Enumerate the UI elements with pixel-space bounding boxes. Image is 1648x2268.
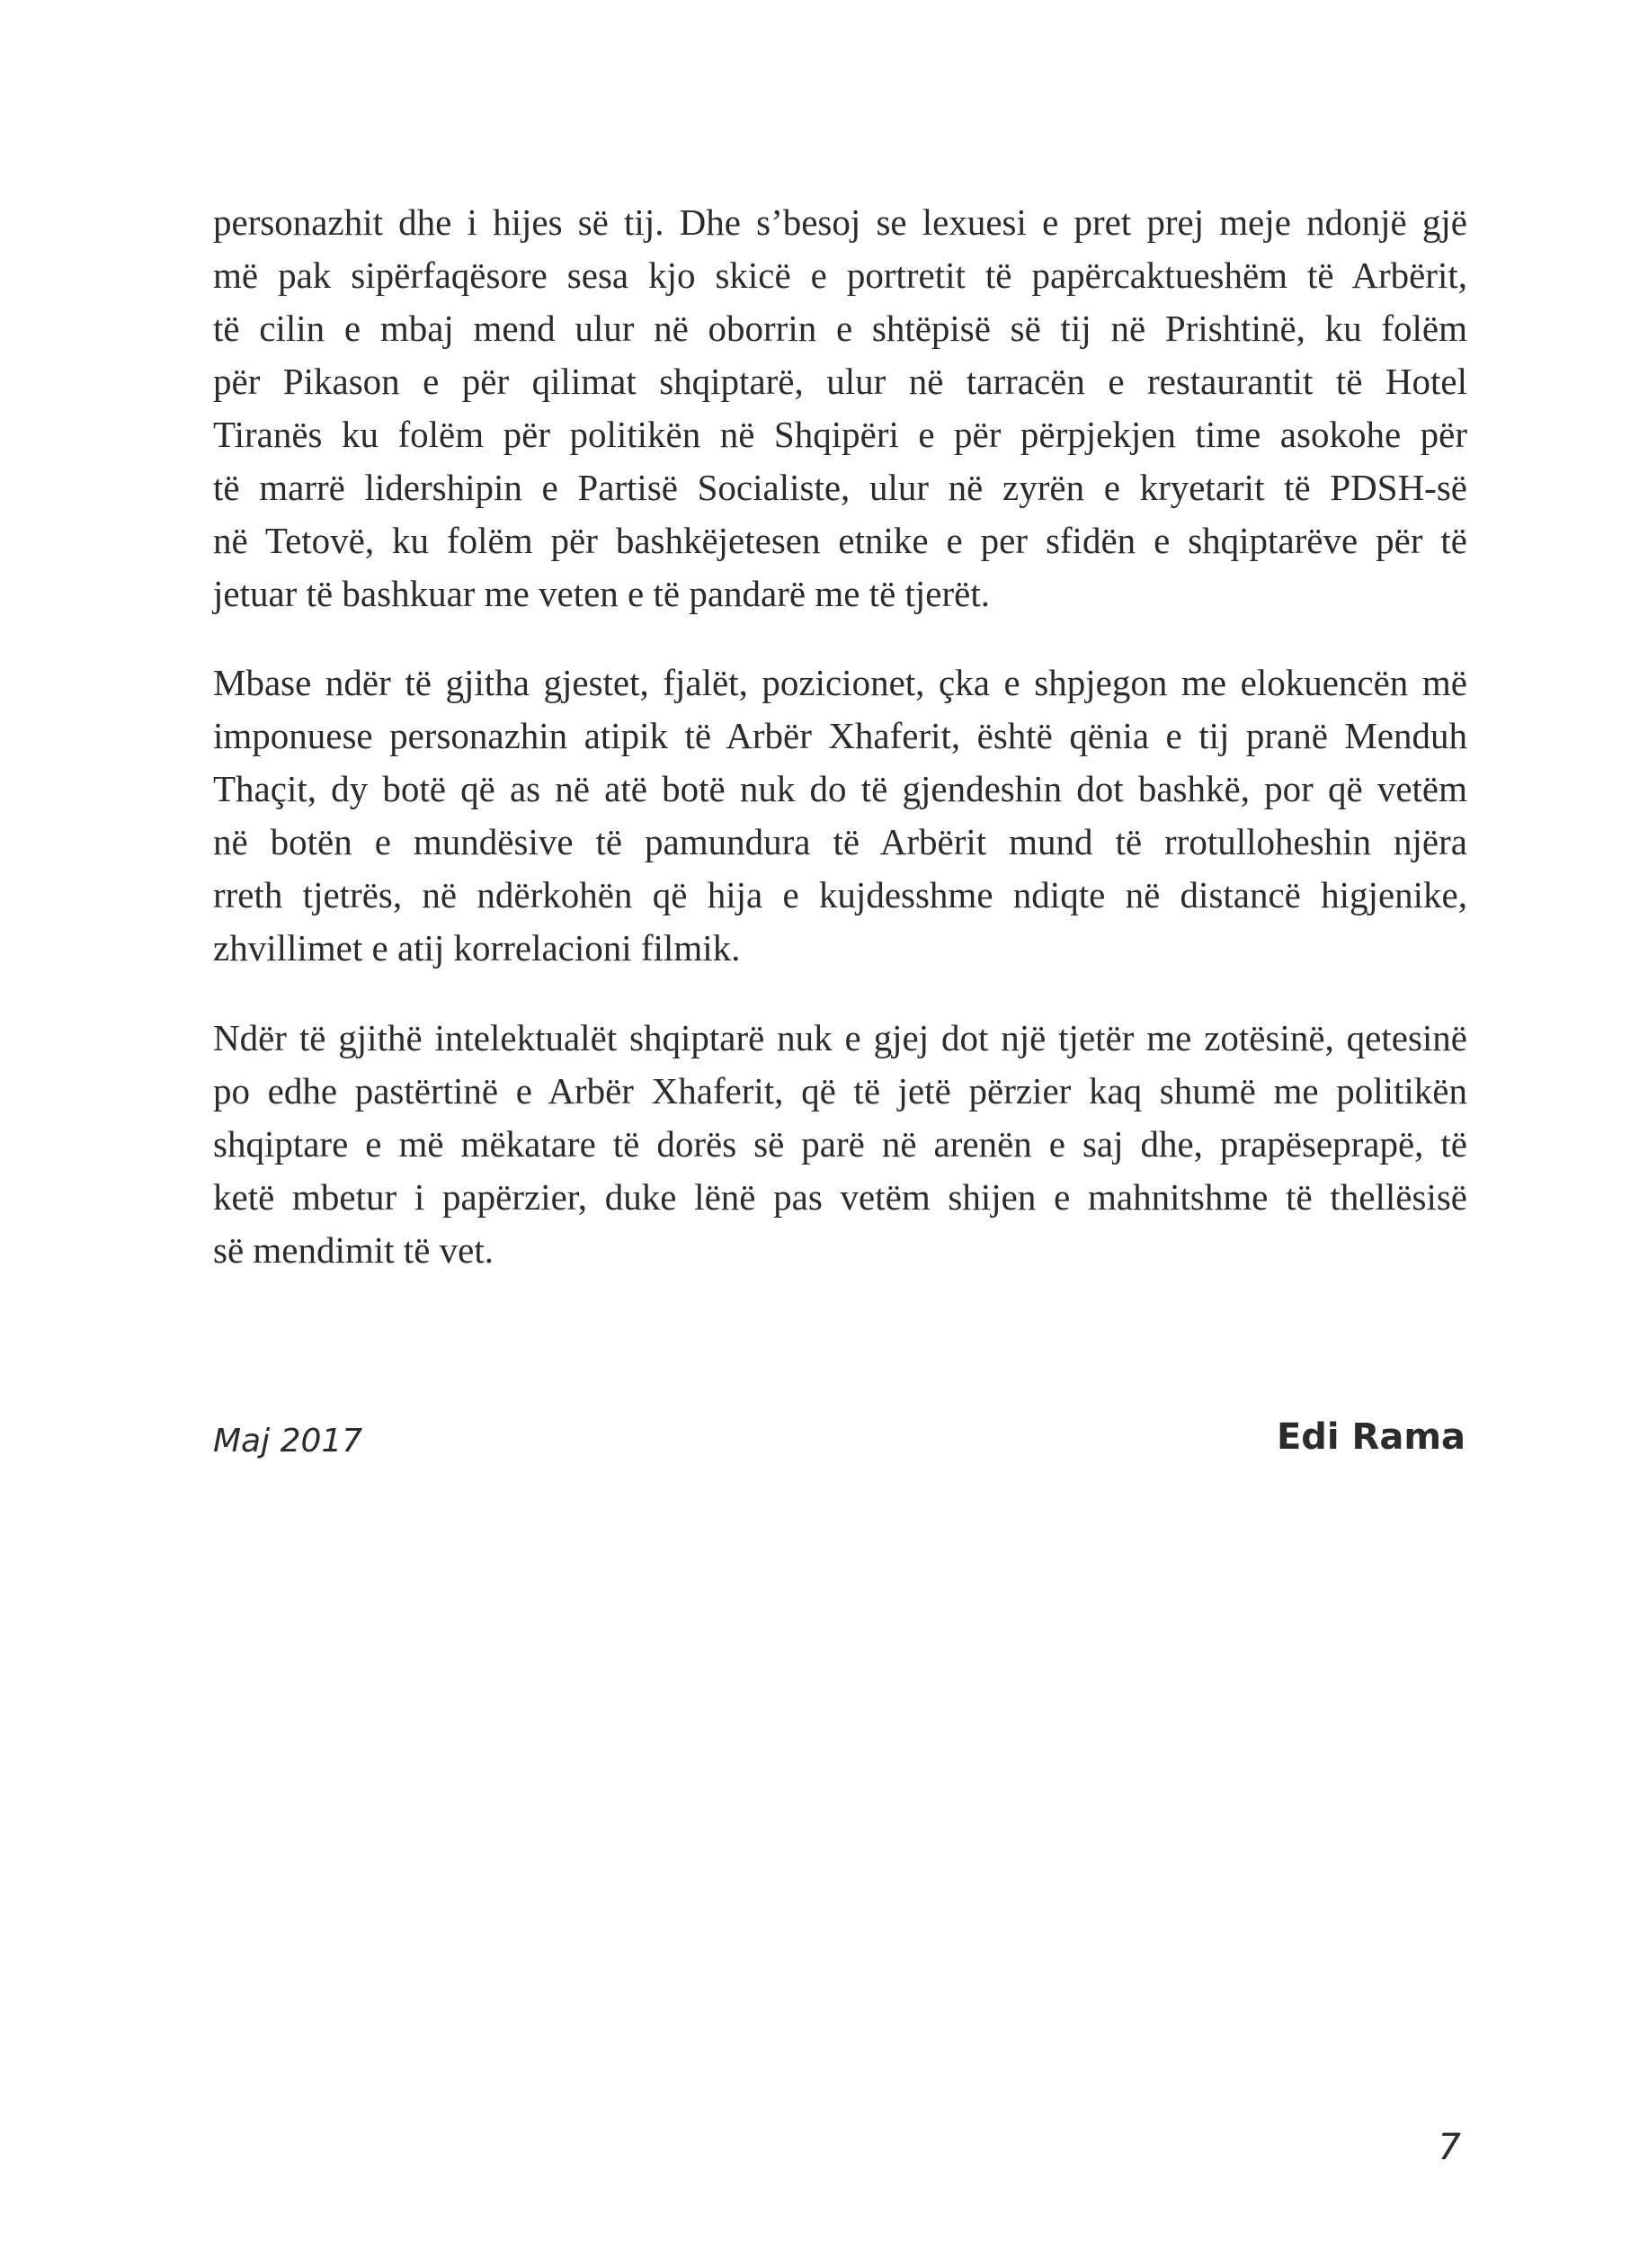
paragraph-line: Thaçit, dy botë që as në atë botë nuk do të gjendeshin dot bashkë, por që vetëm <box>213 768 1467 809</box>
page-number: 7 <box>1438 2127 1461 2168</box>
paragraph-line: së mendimit të vet. <box>213 1229 494 1271</box>
signature-author: Edi Rama <box>1276 1416 1465 1458</box>
paragraph-1 <box>213 196 1467 621</box>
paragraph-line: imponuese personazhin atipik të Arbër Xhaferit, është qënia e tij pranë Menduh <box>213 715 1467 756</box>
paragraph-line: Tiranës ku folëm për politikën në Shqipëri e për përpjekjen time asokohe për <box>213 414 1467 455</box>
paragraph-line: jetuar të bashkuar me veten e të pandarë me të tjerët. <box>213 573 990 614</box>
paragraph-line: në Tetovë, ku folëm për bashkëjetesen etnike e per sfidën e shqiptarëve për të <box>213 520 1467 561</box>
signature-date: Maj 2017 <box>213 1423 363 1460</box>
paragraph-3 <box>213 1012 1467 1277</box>
paragraph-line: shqiptare e më mëkatare të dorës së parë në arenën e saj dhe, prapëseprapë, të <box>213 1123 1467 1165</box>
paragraph-2 <box>213 656 1467 975</box>
paragraph-line: personazhit dhe i hijes së tij. Dhe s’besoj se lexuesi e pret prej meje ndonjë gjë <box>213 201 1467 243</box>
paragraph-line: të marrë lidershipin e Partisë Socialiste, ulur në zyrën e kryetarit të PDSH-së <box>213 467 1467 508</box>
paragraph-line: në botën e mundësive të pamundura të Arbërit mund të rrotulloheshin njëra <box>213 821 1467 862</box>
paragraph-line: të cilin e mbaj mend ulur në oborrin e shtëpisë së tij në Prishtinë, ku folëm <box>213 308 1467 349</box>
paragraph-line: rreth tjetrës, në ndërkohën që hija e kujdesshme ndiqte në distancë higjenike, <box>213 874 1467 915</box>
paragraph-line: ketë mbetur i papërzier, duke lënë pas vetëm shijen e mahnitshme të thellësisë <box>213 1176 1467 1218</box>
paragraph-line: zhvillimet e atij korrelacioni filmik. <box>213 927 741 969</box>
paragraph-line: Mbase ndër të gjitha gjestet, fjalët, pozicionet, çka e shpjegon me elokuencën më <box>213 662 1467 703</box>
paragraph-line: për Pikason e për qilimat shqiptarë, ulur në tarracën e restaurantit të Hotel <box>213 361 1467 402</box>
paragraph-line: më pak sipërfaqësore sesa kjo skicë e portretit të papërcaktueshëm të Arbërit, <box>213 254 1467 296</box>
paragraph-line: po edhe pastërtinë e Arbër Xhaferit, që të jetë përzier kaq shumë me politikën <box>213 1070 1467 1112</box>
paragraph-line: Ndër të gjithë intelektualët shqiptarë nuk e gjej dot një tjetër me zotësinë, qetesinë <box>213 1017 1467 1058</box>
